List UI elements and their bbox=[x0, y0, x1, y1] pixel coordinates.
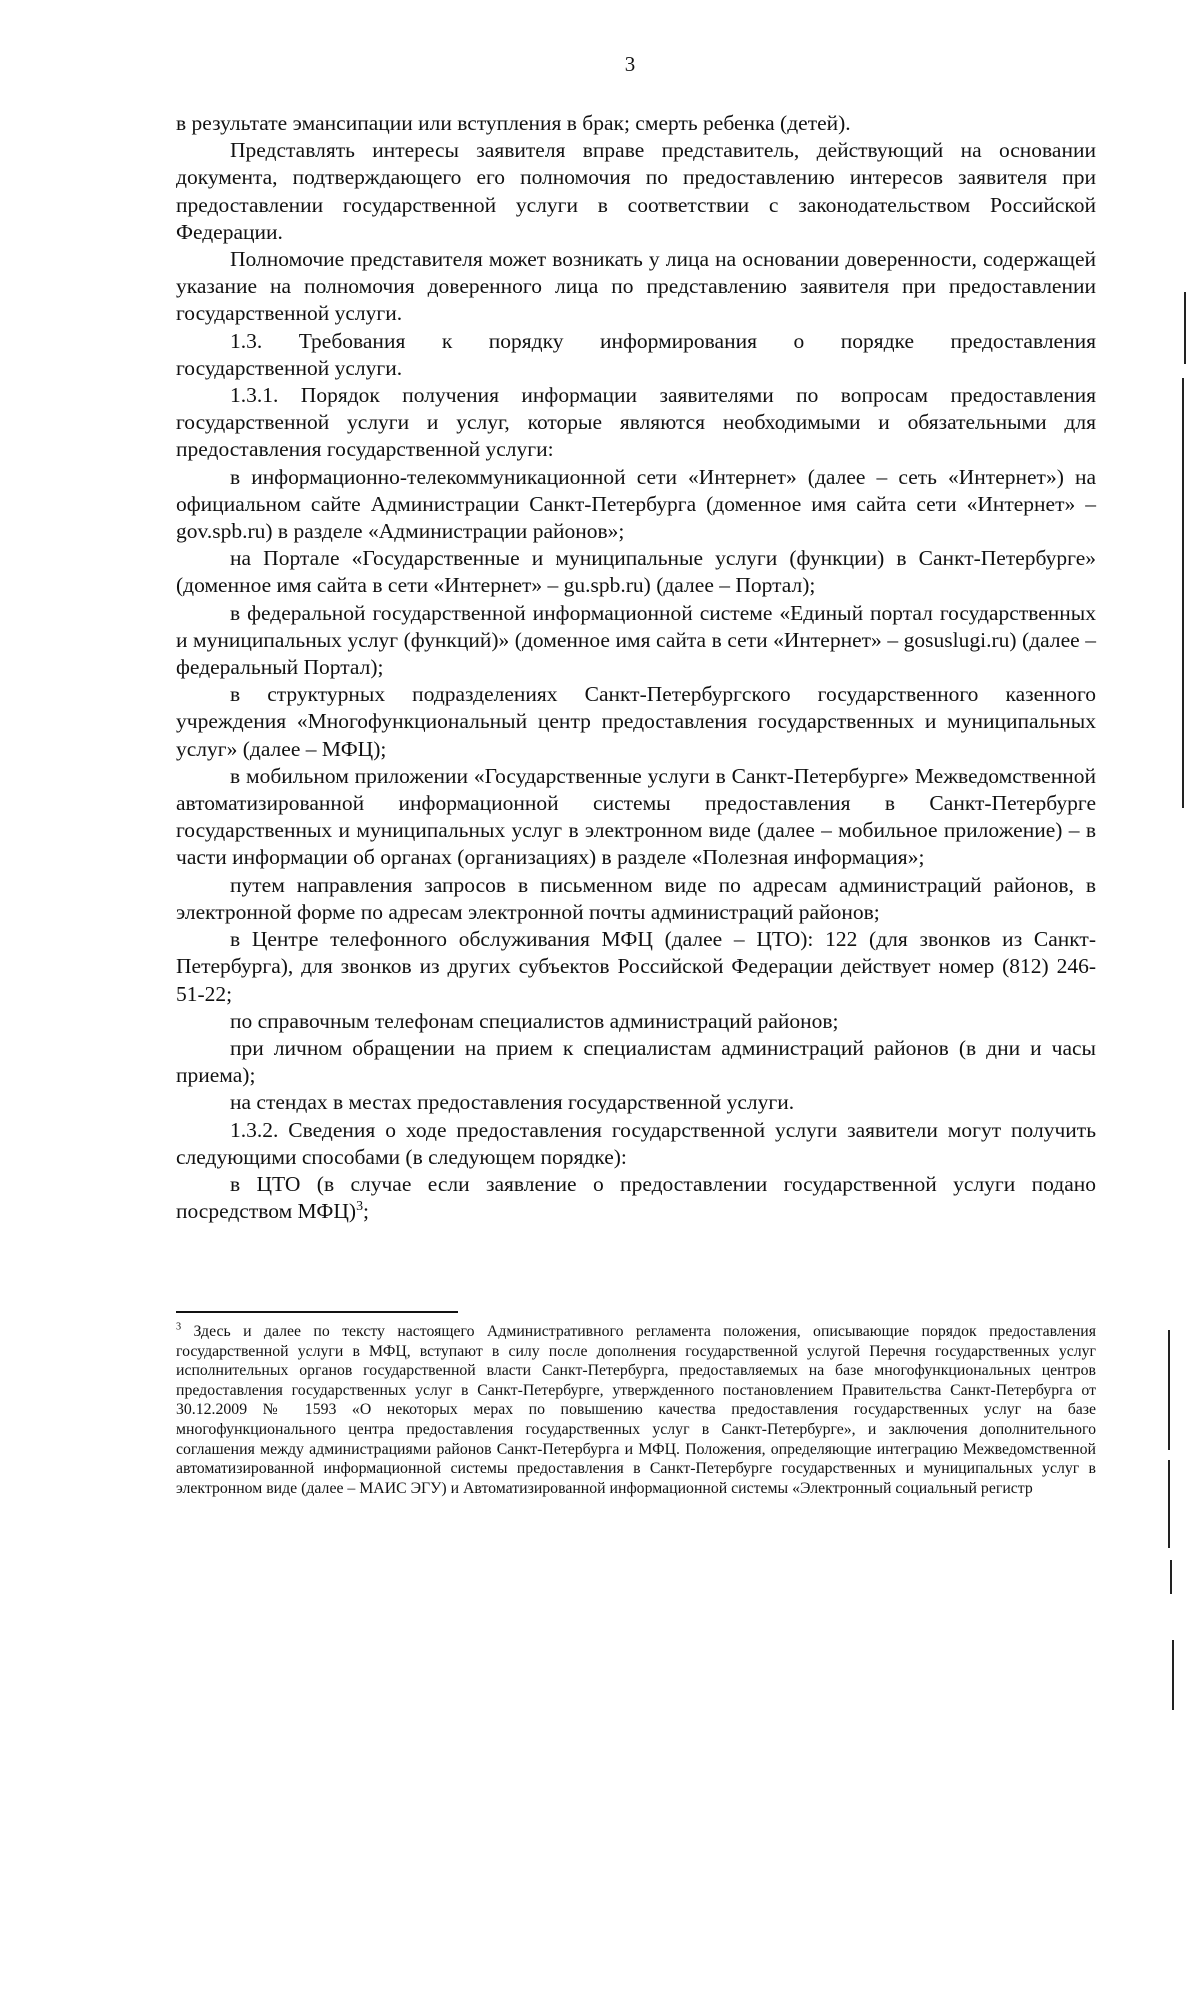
list-item: в структурных подразделениях Санкт-Петербургского государственного казенного учреждения «Многофункциональный центр предоставления государственных и муниципальных услуг» (далее – МФЦ); bbox=[176, 682, 1096, 761]
footnote-reference[interactable]: 3 bbox=[356, 1198, 364, 1214]
margin-mark bbox=[1168, 1460, 1170, 1548]
margin-mark bbox=[1182, 378, 1184, 808]
paragraph: 1.3.2. Сведения о ходе предоставления государственной услуги заявители могут получить следующими способами (в следующем порядке): bbox=[176, 1117, 1096, 1169]
paragraph: в результате эмансипации или вступления в брак; смерть ребенка (детей). bbox=[176, 111, 851, 135]
list-item: по справочным телефонам специалистов администраций районов; bbox=[230, 1008, 839, 1033]
footnote-marker: 3 bbox=[176, 1321, 182, 1333]
footnote bbox=[176, 1322, 1096, 1498]
page-number: 3 bbox=[624, 52, 636, 76]
list-item: путем направления запросов в письменном виде по адресам администраций районов, в электронной форме по адресам электронной почты администраций районов; bbox=[176, 872, 1096, 924]
margin-mark bbox=[1184, 292, 1186, 364]
footnote-body: Здесь и далее по тексту настоящего Административного регламента положения, описывающие порядок предоставления государственной услуги в МФЦ, вступают в силу после дополнения государственной услугой Перечня государственных услуг исполнительных органов государственной власти Санкт-Петербурга, предоставляемых на базе многофункциональных центров предоставления государственных услуг в Санкт-Петербурге, утвержденного постановлением Правительства Санкт-Петербурга от 30.12.2009 № 1593 «О некоторых мерах по повышению качества предоставления государственных услуг на базе многофункционального центра предоставления государственных услуг в Санкт-Петербурге», и заключения дополнительного соглашения между администрациями районов Санкт-Петербурга и МФЦ. Положения, определяющие интеграцию Межведомственной автоматизированной информационной системы предоставления в Санкт-Петербурге государственных и муниципальных услуг в электронном виде (далее – МАИС ЭГУ) и Автоматизированной информационной системы «Электронный социальный регистр bbox=[176, 1323, 1096, 1497]
list-item bbox=[176, 1171, 1096, 1225]
list-item-punctuation: ; bbox=[363, 1199, 370, 1224]
section-heading: 1.3. Требования к порядку информирования о порядке предоставления bbox=[230, 328, 1096, 353]
paragraph: Представлять интересы заявителя вправе представитель, действующий на основании документа, подтверждающего его полномочия по предоставлению интересов заявителя при предоставлении государственной услуги в соответствии с законодательством Российской Федерации. bbox=[176, 138, 1096, 244]
paragraph: 1.3.1. Порядок получения информации заявителями по вопросам предоставления государственной услуги и услуг, которые являются необходимыми и обязательными для предоставления государственной услуги: bbox=[176, 383, 1096, 462]
margin-mark bbox=[1170, 1560, 1172, 1594]
margin-mark bbox=[1172, 1640, 1174, 1710]
footnote-divider bbox=[176, 1311, 458, 1313]
footnote-text bbox=[176, 1322, 1096, 1498]
list-item: при личном обращении на прием к специалистам администраций районов (в дни и часы приема); bbox=[176, 1035, 1096, 1088]
paragraph: Полномочие представителя может возникать у лица на основании доверенности, содержащей указание на полномочия доверенного лица по представлению заявителя при предоставлении государственной услуги. bbox=[176, 247, 1096, 326]
document-body bbox=[176, 110, 1096, 1225]
list-item: в Центре телефонного обслуживания МФЦ (далее – ЦТО): 122 (для звонков из Санкт-Петербурга), для звонков из других субъектов Российской Федерации действует номер (812) 246-51-22; bbox=[176, 927, 1096, 1006]
list-item: в мобильном приложении «Государственные услуги в Санкт-Петербурге» Межведомственной автоматизированной информационной системы предоставления в Санкт-Петербурге государственных и муниципальных услуг в электронном виде (далее – мобильное приложение) – в части информации об органах (организациях) в разделе «Полезная информация»; bbox=[176, 763, 1096, 870]
list-item: в федеральной государственной информационной системе «Единый портал государственных и муниципальных услуг (функций)» (доменное имя сайта в сети «Интернет» – gosuslugi.ru) (далее – федеральный Портал); bbox=[176, 600, 1096, 680]
margin-mark bbox=[1168, 1330, 1170, 1450]
list-item: на стендах в местах предоставления государственной услуги. bbox=[230, 1090, 795, 1115]
section-heading-continuation: государственной услуги. bbox=[176, 355, 403, 380]
list-item: на Портале «Государственные и муниципальные услуги (функции) в Санкт-Петербурге» (доменное имя сайта в сети «Интернет» – gu.spb.ru) (далее – Портал); bbox=[176, 546, 1096, 598]
list-item: в информационно-телекоммуникационной сети «Интернет» (далее – сеть «Интернет») на официальном сайте Администрации Санкт-Петербурга (доменное имя сайта сети «Интернет» – gov.spb.ru) в разделе «Администрации районов»; bbox=[176, 464, 1096, 544]
list-item-text: в ЦТО (в случае если заявление о предоставлении государственной услуги подано посредством МФЦ) bbox=[176, 1171, 1096, 1224]
